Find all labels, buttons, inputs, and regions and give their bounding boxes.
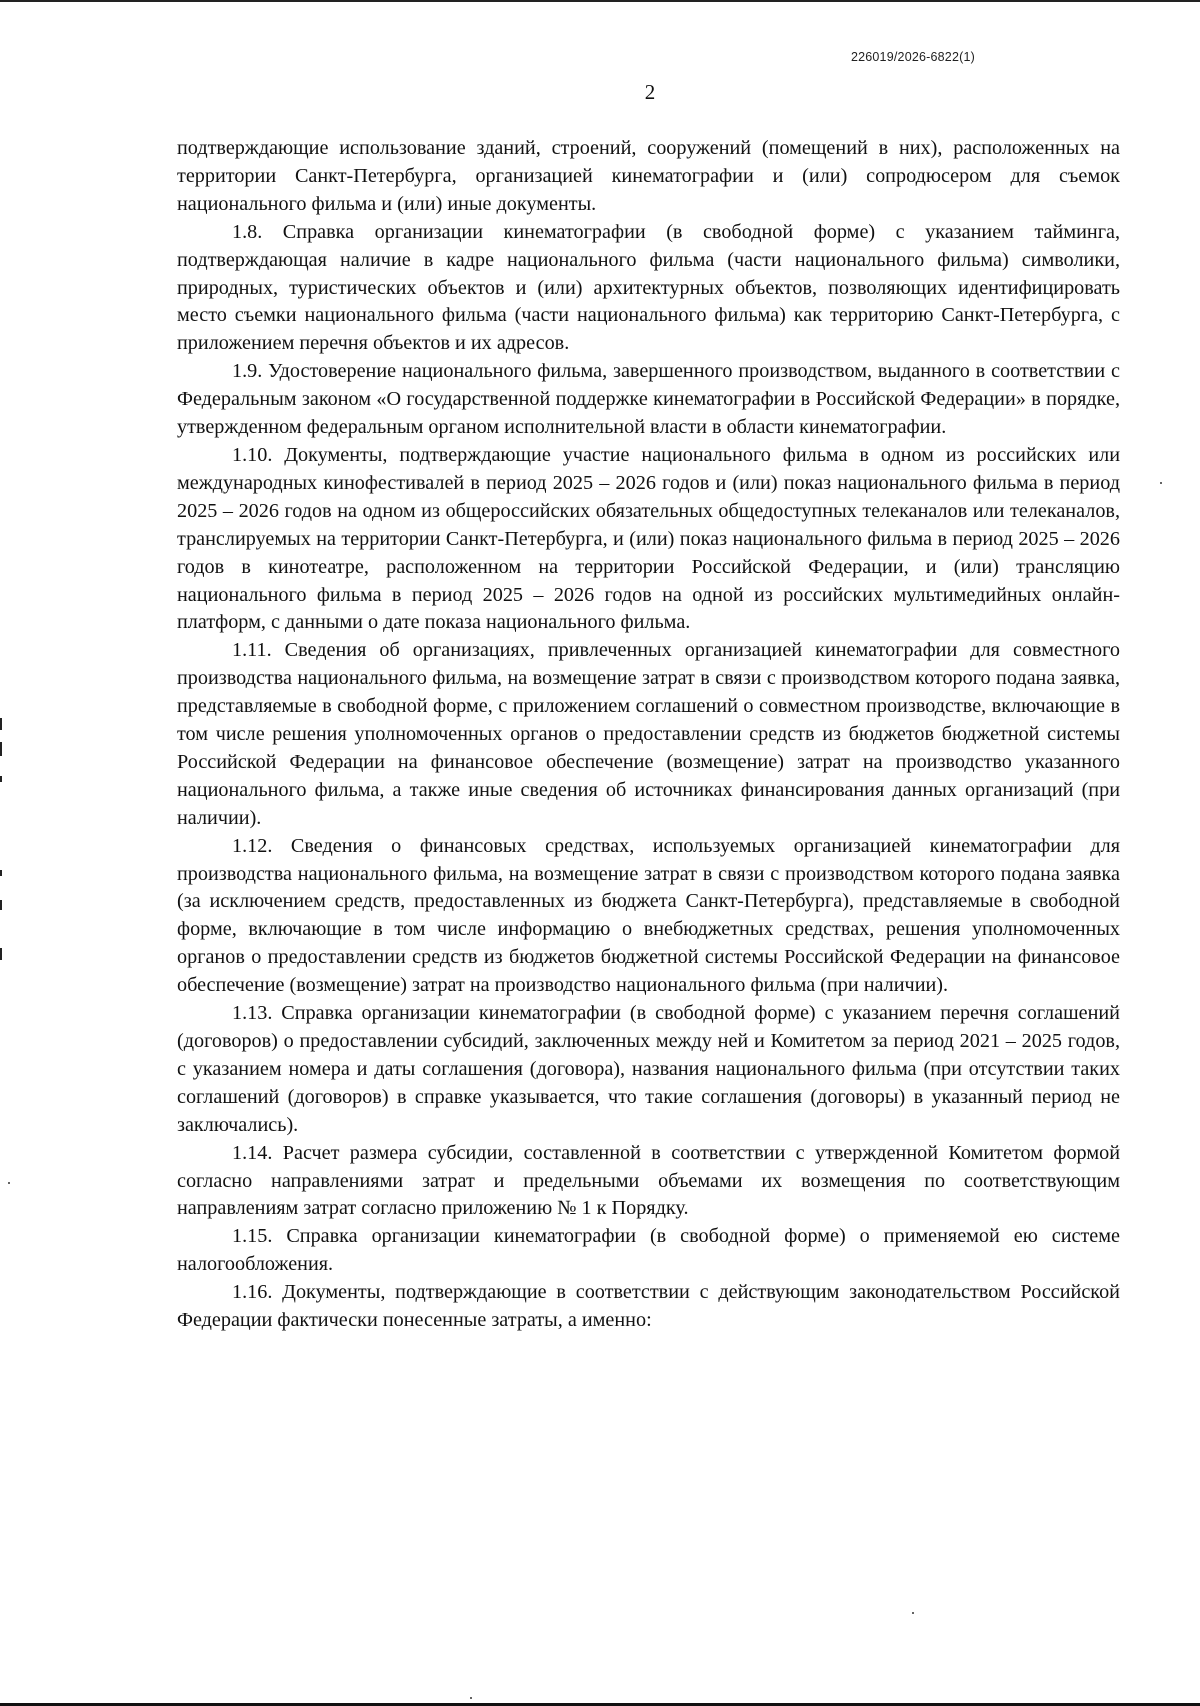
- paragraph-1-8: 1.8. Справка организации кинематографии (в свободной форме) с указанием тайминга, подтверждающая наличие в кадре национального фильма (части национального фильма) символики, природных, туристических объектов и (или) архитектурных объектов, позволяющих идентифицировать место съемки национального фильма (части национального фильма) как территорию Санкт-Петербурга, с приложением перечня объектов и их адресов.: [177, 220, 1120, 355]
- document-body: [177, 135, 1120, 1335]
- scan-edge-mark: [0, 718, 2, 730]
- paragraph-1-9: 1.9. Удостоверение национального фильма, завершенного производством, выданного в соответствии с Федеральным законом «О государственной поддержке кинематографии в Российской Федерации» в порядке, утвержденном федеральным органом исполнительной власти в области кинематографии.: [177, 360, 1120, 439]
- scan-edge-mark: [0, 900, 2, 910]
- page-number: 2: [644, 80, 656, 104]
- paragraph-1-16: 1.16. Документы, подтверждающие в соответствии с действующим законодательством Российской Федерации фактически понесенные затраты, а именно:: [177, 1281, 1120, 1332]
- paragraph-1-11: 1.11. Сведения об организациях, привлеченных организацией кинематографии для совместного производства национального фильма, на возмещение затрат в связи с производством которого подана заявка, представляемые в свободной форме, с приложением соглашений о совместном производстве, включающие в том числе решения уполномоченных органов о предоставлении средств из бюджетов бюджетной системы Российской Федерации на финансовое обеспечение (возмещение) затрат на производство указанного национального фильма, а также иные сведения об источниках финансирования данных организаций (при наличии).: [177, 639, 1120, 829]
- scan-edge-mark: [0, 870, 2, 876]
- scan-speck: [470, 1697, 472, 1699]
- scan-speck: [8, 1182, 10, 1184]
- scan-speck: [912, 1612, 914, 1614]
- paragraph-1-14: 1.14. Расчет размера субсидии, составленной в соответствии с утвержденной Комитетом формой согласно направлениями затрат и предельными объемами их возмещения по соответствующим направлениям затрат согласно приложению № 1 к Порядку.: [177, 1141, 1120, 1220]
- paragraph-1-10: 1.10. Документы, подтверждающие участие национального фильма в одном из российских или международных кинофестивалей в период 2025 – 2026 годов и (или) показ национального фильма в период 2025 – 2026 годов на одном из общероссийских обязательных общедоступных телеканалов или телеканалов, транслируемых на территории Санкт-Петербурга, и (или) показ национального фильма в период 2025 – 2026 годов в кинотеатре, расположенном на территории Российской Федерации, и (или) трансляцию национального фильма в период 2025 – 2026 годов на одной из российских мультимедийных онлайн-платформ, с данными о дате показа национального фильма.: [177, 443, 1120, 634]
- scan-edge-mark: [0, 742, 2, 756]
- scan-edge-mark: [0, 776, 2, 782]
- paragraph-1-15: 1.15. Справка организации кинематографии (в свободной форме) о применяемой ею системе налогообложения.: [177, 1225, 1120, 1276]
- top-edge-rule: [0, 0, 1200, 2]
- paragraph-1-13: 1.13. Справка организации кинематографии (в свободной форме) с указанием перечня соглашений (договоров) о предоставлении субсидий, заключенных между ней и Комитетом за период 2021 – 2025 годов, с указанием номера и даты соглашения (договора), названия национального фильма (при отсутствии таких соглашений (договоров) в справке указывается, что такие соглашения (договоры) в указанный период не заключались).: [177, 1002, 1120, 1136]
- scan-edge-mark: [0, 948, 2, 960]
- scan-speck: [1160, 482, 1162, 484]
- paragraph-continuation: подтверждающие использование зданий, строений, сооружений (помещений в них), расположенных на территории Санкт-Петербурга, организацией кинематографии и (или) сопродюсером для съемок национального фильма и (или) иные документы.: [177, 137, 1120, 215]
- document-id: 226019/2026-6822(1): [850, 50, 975, 64]
- paragraph-1-12: 1.12. Сведения о финансовых средствах, используемых организацией кинематографии для производства национального фильма, на возмещение затрат в связи с производством которого подана заявка (за исключением средств, предоставленных из бюджета Санкт-Петербурга), представляемые в свободной форме, включающие в том числе информацию о внебюджетных средствах, решения уполномоченных органов о предоставлении средств из бюджетов бюджетной системы Российской Федерации на финансовое обеспечение (возмещение) затрат на производство национального фильма (при наличии).: [177, 834, 1120, 997]
